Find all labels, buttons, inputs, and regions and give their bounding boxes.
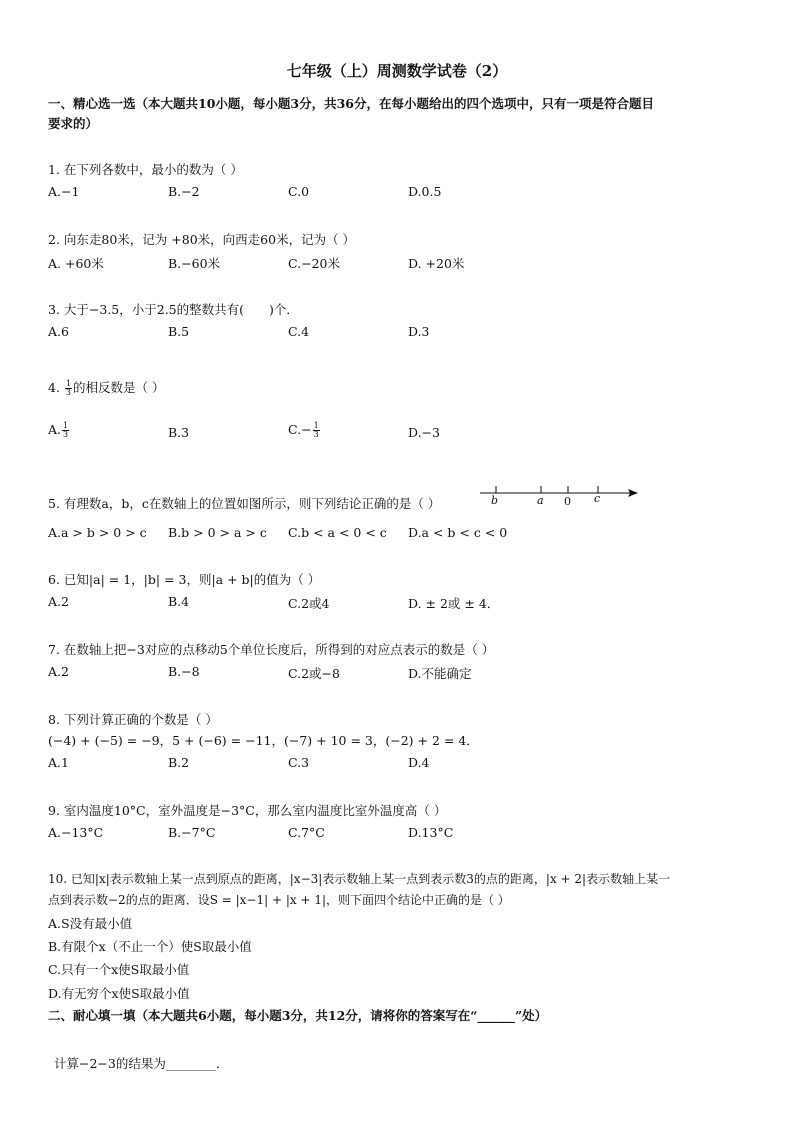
question-4-option-a xyxy=(48,422,70,439)
question-10-option-c: C.只有一个x使S取最小值 xyxy=(48,962,190,977)
fill-question-1: 计算−2−3的结果为________． xyxy=(54,1056,229,1071)
option-fraction xyxy=(313,422,320,439)
number-line-label-zero: 0 xyxy=(564,495,571,508)
question-9-option-c: C.7°C xyxy=(288,825,325,840)
question-5-option-c: C.b < a < 0 < c xyxy=(288,525,387,540)
question-1-option-c: C.0 xyxy=(288,184,310,199)
question-10-stem-line1: 10. 已知|x|表示数轴上某一点到原点的距离，|x−3|表示数轴上某一点到表示数3的点的距离，|x + 2|表示数轴上某一 xyxy=(48,872,671,886)
number-line-svg xyxy=(478,480,648,510)
question-1-option-a: A.−1 xyxy=(48,184,80,199)
option-fraction xyxy=(62,422,69,439)
question-4-option-b: B.3 xyxy=(168,425,190,440)
question-9-stem: 9. 室内温度10°C，室外温度是−3°C，那么室内温度比室外温度高（ ） xyxy=(48,803,447,818)
question-3-option-c: C.4 xyxy=(288,324,310,339)
question-2-option-d: D. +20米 xyxy=(408,256,465,271)
fraction-denominator: 3 xyxy=(65,388,72,397)
fraction-denominator: 3 xyxy=(313,430,319,439)
section1-heading-line1: 一、精心选一选（本大题共10小题，每小题3分，共36分，在每小题给出的四个选项中，只有一项是符合题目 xyxy=(48,96,654,111)
question-4-stem-text: 的相反数是（ ） xyxy=(73,380,165,395)
question-1-option-b: B.−2 xyxy=(168,184,200,199)
question-4-number: 4. xyxy=(48,380,60,395)
question-8-expressions: (−4) + (−5) = −9，5 + (−6) = −11，(−7) + 10 = 3，(−2) + 2 = 4． xyxy=(48,733,479,748)
question-4-fraction xyxy=(65,380,72,397)
question-2-stem: 2. 向东走80米，记为 +80米，向西走60米，记为（ ） xyxy=(48,232,356,247)
question-10-option-b: B.有限个x（不止一个）使S取最小值 xyxy=(48,939,252,954)
question-4-option-c xyxy=(288,422,321,439)
number-line-label-c: c xyxy=(594,492,601,505)
question-5-option-a: A.a > b > 0 > c xyxy=(48,525,147,540)
question-7-option-b: B.−8 xyxy=(168,664,200,679)
question-10-option-a: A.S没有最小值 xyxy=(48,916,133,931)
fraction-numerator: 1 xyxy=(63,421,69,430)
question-1-option-d: D.0.5 xyxy=(408,184,442,199)
question-7-stem: 7. 在数轴上把−3对应的点移动5个单位长度后，所得到的对应点表示的数是（ ） xyxy=(48,642,495,657)
question-2-option-a: A. +60米 xyxy=(48,256,104,271)
question-7-option-a: A.2 xyxy=(48,664,69,679)
question-8-option-d: D.4 xyxy=(408,755,430,770)
question-6-stem: 6. 已知|a| = 1，|b| = 3，则|a + b|的值为（ ） xyxy=(48,572,321,587)
question-9-option-d: D.13°C xyxy=(408,825,454,840)
question-8-option-c: C.3 xyxy=(288,755,310,770)
question-3-option-b: B.5 xyxy=(168,324,190,339)
question-2-option-c: C.−20米 xyxy=(288,256,340,271)
question-5-stem: 5. 有理数a，b，c在数轴上的位置如图所示，则下列结论正确的是（ ） xyxy=(48,496,441,511)
question-8-option-b: B.2 xyxy=(168,755,190,770)
fraction-numerator: 1 xyxy=(313,421,319,430)
question-6-option-b: B.4 xyxy=(168,594,190,609)
question-10-stem-line2: 点到表示数−2的点的距离．设S = |x−1| + |x + 1|，则下面四个结论中正确的是（ ） xyxy=(48,893,510,907)
question-1-stem: 1. 在下列各数中，最小的数为（ ） xyxy=(48,162,243,177)
question-6-option-d: D. ± 2或 ± 4． xyxy=(408,596,500,611)
question-5-option-d: D.a < b < c < 0 xyxy=(408,525,508,540)
fraction-numerator: 1 xyxy=(65,379,72,388)
question-8-option-a: A.1 xyxy=(48,755,69,770)
number-line-label-a: a xyxy=(537,494,544,507)
question-10-option-d: D.有无穷个x使S取最小值 xyxy=(48,986,190,1001)
fraction-denominator: 3 xyxy=(63,430,69,439)
number-line-figure xyxy=(478,480,648,510)
question-4-option-d: D.−3 xyxy=(408,425,440,440)
question-6-option-c: C.2或4 xyxy=(288,596,330,611)
question-5-option-b: B.b > 0 > a > c xyxy=(168,525,267,540)
question-6-option-a: A.2 xyxy=(48,594,69,609)
section1-heading-line2: 要求的） xyxy=(48,116,99,131)
option-prefix: C.− xyxy=(288,422,312,437)
page-title: 七年级（上）周测数学试卷（2） xyxy=(286,62,508,80)
question-3-option-a: A.6 xyxy=(48,324,69,339)
question-8-stem: 8. 下列计算正确的个数是（ ） xyxy=(48,712,218,727)
question-7-option-c: C.2或−8 xyxy=(288,666,340,681)
option-prefix: A. xyxy=(48,422,62,437)
question-7-option-d: D.不能确定 xyxy=(408,666,472,681)
section2-heading: 二、耐心填一填（本大题共6小题，每小题3分，共12分，请将你的答案写在“______”处） xyxy=(48,1008,548,1023)
question-4-stem xyxy=(48,378,165,397)
question-9-option-b: B.−7°C xyxy=(168,825,216,840)
number-line-label-b: b xyxy=(491,494,499,507)
question-2-option-b: B.−60米 xyxy=(168,256,221,271)
question-9-option-a: A.−13°C xyxy=(48,825,104,840)
question-3-option-d: D.3 xyxy=(408,324,430,339)
question-3-stem: 3. 大于−3.5，小于2.5的整数共有( )个． xyxy=(48,302,299,317)
